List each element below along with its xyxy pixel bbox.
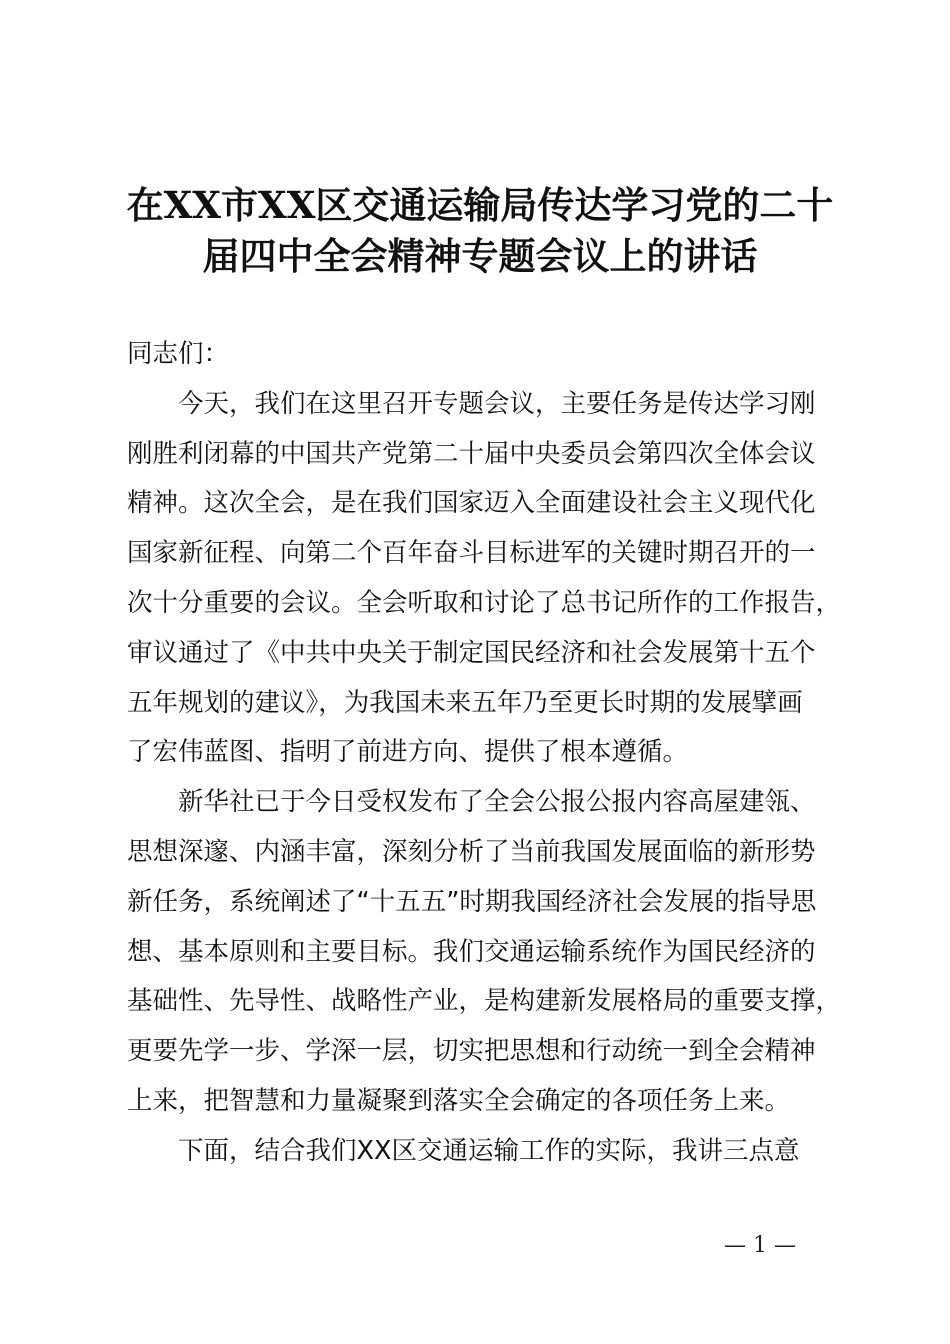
title-line: 届四中全会精神专题会议上的讲话 bbox=[202, 234, 758, 278]
title-line: 在XX市XX区交通运输局传达学习党的二十 bbox=[126, 183, 834, 227]
paragraph-line: 刚胜利闭幕的中国共产党第二十届中央委员会第四次全体会议 bbox=[127, 438, 816, 469]
paragraph-line: 审议通过了《中共中央关于制定国民经济和社会发展第十五个 bbox=[127, 637, 816, 668]
paragraph-line: 新任务，系统阐述了“十五五”时期我国经济社会发展的指导思 bbox=[127, 886, 817, 917]
paragraph-line: 精神。这次全会，是在我们国家迈入全面建设社会主义现代化 bbox=[127, 488, 816, 519]
document-body bbox=[127, 330, 842, 1177]
paragraph-line: 五年规划的建议》，为我国未来五年乃至更长时期的发展擘画 bbox=[127, 687, 803, 718]
paragraph-2 bbox=[127, 778, 842, 1127]
paragraph-line: 更要先学一步、学深一层，切实把思想和行动统一到全会精神 bbox=[127, 1036, 816, 1067]
paragraph-line: 想、基本原则和主要目标。我们交通运输系统作为国民经济的 bbox=[127, 936, 816, 967]
page-number: — 1 — bbox=[724, 1233, 796, 1258]
paragraph-1 bbox=[127, 380, 842, 778]
salutation: 同志们： bbox=[127, 339, 230, 369]
paragraph-line: 了宏伟蓝图、指明了前进方向、提供了根本遵循。 bbox=[127, 737, 689, 768]
document-title bbox=[110, 180, 850, 282]
paragraph-line: 思想深邃、内涵丰富，深刻分析了当前我国发展面临的新形势 bbox=[127, 836, 816, 867]
paragraph-line: 次十分重要的会议。全会听取和讨论了总书记所作的工作报告， bbox=[127, 587, 842, 618]
paragraph-line: 国家新征程、向第二个百年奋斗目标进军的关键时期召开的一 bbox=[127, 538, 816, 569]
paragraph-line: 基础性、先导性、战略性产业，是构建新发展格局的重要支撑， bbox=[127, 986, 842, 1017]
paragraph-3 bbox=[127, 1127, 832, 1177]
paragraph-line: 今天，我们在这里召开专题会议，主要任务是传达学习刚 bbox=[178, 388, 816, 419]
paragraph-line: 新华社已于今日受权发布了全会公报公报内容高屋建瓴、 bbox=[178, 787, 816, 818]
paragraph-line: 上来，把智慧和力量凝聚到落实全会确定的各项任务上来。 bbox=[127, 1085, 791, 1116]
paragraph-line: 下面，结合我们XX区交通运输工作的实际，我讲三点意 bbox=[178, 1135, 800, 1166]
